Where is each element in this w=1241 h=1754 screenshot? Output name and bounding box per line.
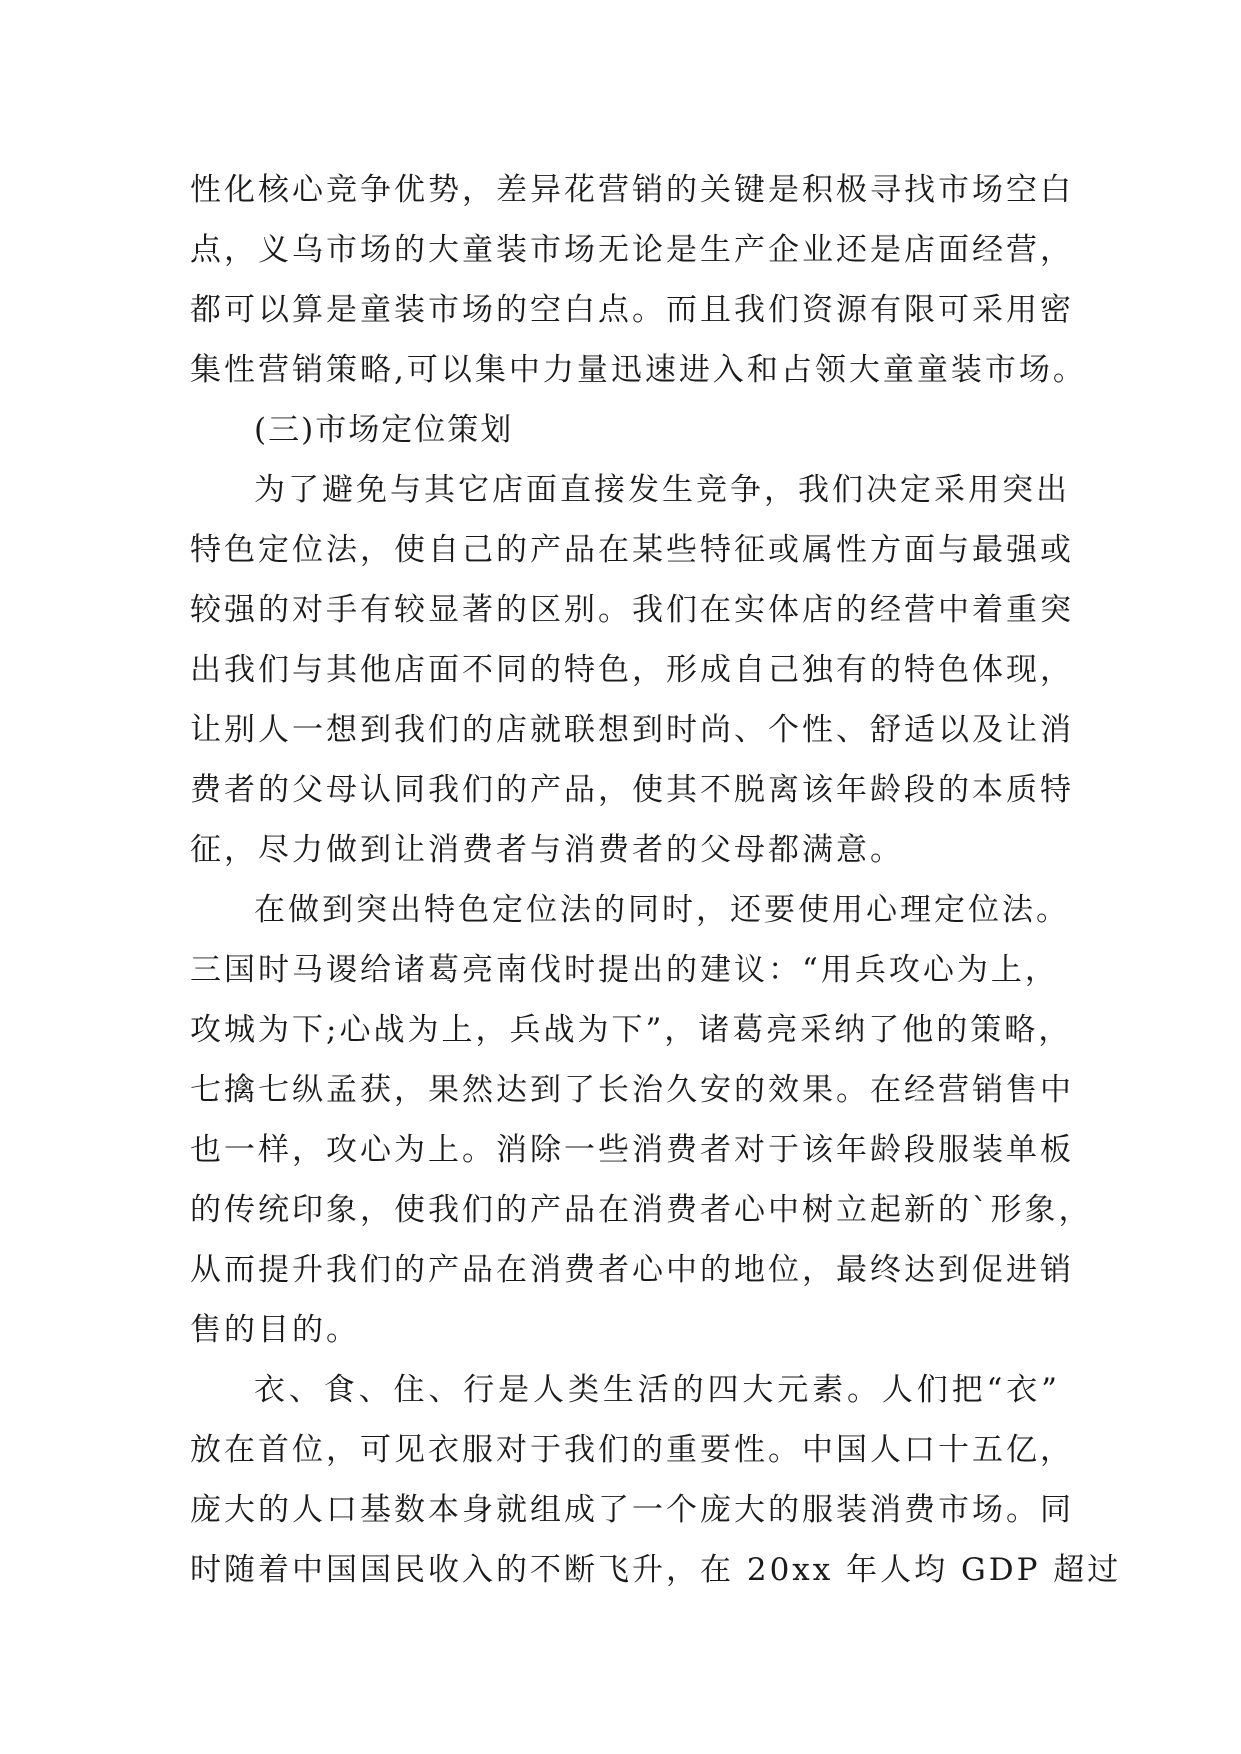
text-line: 特色定位法，使自己的产品在某些特征或属性方面与最强或 — [190, 532, 1074, 568]
section-heading: (三)市场定位策划 — [254, 412, 514, 448]
text-line: 集性营销策略,可以集中力量迅速进入和占领大童童装市场。 — [190, 352, 1087, 388]
text-line: 出我们与其他店面不同的特色，形成自己独有的特色体现， — [190, 652, 1074, 688]
text-line: 时随着中国国民收入的不断飞升，在 20xx 年人均 GDP 超过 — [190, 1552, 1122, 1588]
document-body — [190, 160, 1122, 1600]
paragraph-first-line: 衣、食、住、行是人类生活的四大元素。人们把“衣” — [254, 1372, 1060, 1408]
text-line: 从而提升我们的产品在消费者心中的地位，最终达到促进销 — [190, 1252, 1074, 1288]
text-line: 都可以算是童装市场的空白点。而且我们资源有限可采用密 — [190, 292, 1074, 328]
paragraph-first-line: 为了避免与其它店面直接发生竞争，我们决定采用突出 — [254, 472, 1070, 508]
text-line: 售的目的。 — [190, 1312, 360, 1348]
text-line: 攻城为下;心战为上，兵战为下”，诸葛亮采纳了他的策略， — [190, 1012, 1073, 1048]
paragraph-first-line: 在做到突出特色定位法的同时，还要使用心理定位法。 — [254, 892, 1070, 928]
text-line: 性化核心竞争优势，差异花营销的关键是积极寻找市场空白 — [190, 172, 1074, 208]
text-line: 让别人一想到我们的店就联想到时尚、个性、舒适以及让消 — [190, 712, 1074, 748]
text-line: 点，义乌市场的大童装市场无论是生产企业还是店面经营， — [190, 232, 1074, 268]
text-line: 的传统印象，使我们的产品在消费者心中树立起新的`形象， — [190, 1192, 1093, 1228]
text-line: 放在首位，可见衣服对于我们的重要性。中国人口十五亿， — [190, 1432, 1074, 1468]
text-line: 也一样，攻心为上。消除一些消费者对于该年龄段服装单板 — [190, 1132, 1074, 1168]
text-line: 三国时马谡给诸葛亮南伐时提出的建议：“用兵攻心为上， — [190, 952, 1059, 988]
text-line: 较强的对手有较显著的区别。我们在实体店的经营中着重突 — [190, 592, 1074, 628]
text-line: 费者的父母认同我们的产品，使其不脱离该年龄段的本质特 — [190, 772, 1074, 808]
text-line: 七擒七纵孟获，果然达到了长治久安的效果。在经营销售中 — [190, 1072, 1074, 1108]
text-line: 征，尽力做到让消费者与消费者的父母都满意。 — [190, 832, 904, 868]
text-line: 庞大的人口基数本身就组成了一个庞大的服装消费市场。同 — [190, 1492, 1074, 1528]
